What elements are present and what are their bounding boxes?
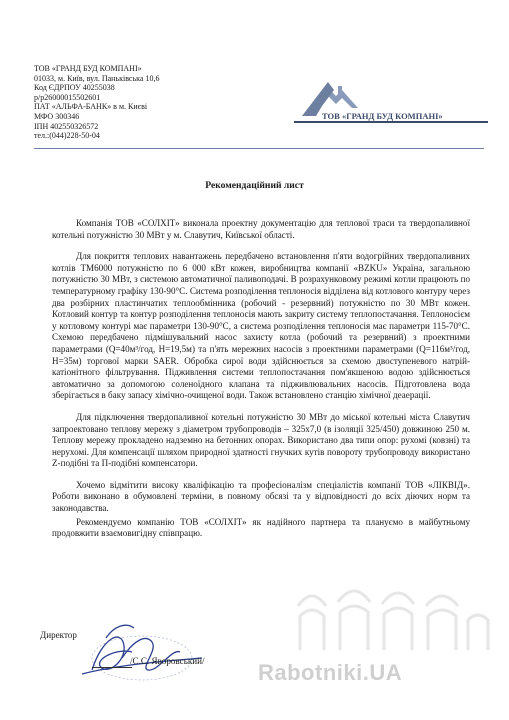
requisite-line: МФО 300346 — [34, 111, 80, 121]
signature-line — [92, 667, 132, 668]
body-paragraph: Для підключення твердопаливної котельні потужністю 30 МВт до міської котельні міста Славутич запроектовано теплову мережу з діаметром трубопроводів – 325х7,0 (в ізоляції 325/450) довжиною 250 м. Теплову мережу прокладено надземно на бетонних опорах. Використано два типи опор: рухомі (ковзні) та нерухомі. Для компенсації шляхом природної здатності гнучких кутів повороту трубопроводу використано Z-подібні та П-подібні компенсатори. — [52, 411, 470, 469]
body-paragraph: Хочемо відмітити високу кваліфікацію та професіоналізм спеціалістів компанії ТОВ «ЛІКВІД». Роботи виконано в обумовлені терміни, в повному обсязі та у відповідності до всіх діючих норм та законодавства. — [52, 479, 470, 514]
company-logo-icon — [298, 76, 484, 138]
handwritten-signature-icon — [62, 618, 222, 688]
logo-text: ТОВ «ГРАНД БУД КОМПАНІ» — [322, 111, 443, 121]
body-paragraph: Для покриття теплових навантажень передбачено встановлення п'яти водогрійних твердопаливних котлів TM6000 потужністю по 6 000 кВт кожен, виробництва компанії «BZKU» Україна, загальною потужністю 30 МВт, з системою автоматичної паливоподачі. В розрахунковому режимі котли працюють по температурному графіку 130-90°С. Система розподілення теплоносія відділена від котлового контуру через два розбірних пластинчатих теплообмінника (робочий - резервний) потужністю по 30 МВт кожен. Котловий контур та контур розподілення теплоносія мають закриту систему теплопостачання. Теплоносієм у котловому контурі має параметри 130-90°С, а система розподілення теплоносія має параметри 115-70°С. Схемою передбачено підмішувальний насос захисту котла (робочий та резервний) з проектними параметрами (Q=40м³/год, H=19,5м) та п'ять мережних насосів з проектними параметрами (Q=116м³/год, H=35м) торгової марки SAER. Обробка сирої води здійснюється за схемою двоступеневого натрій-катіонітного фільтрування. Підживлення системи теплопостачання пом'якшеною водою здійснюється автоматично за допомогою соленоїдного клапана та підживлювальних насосів. Підготовлена вода зберігається в баку запасу хімічно-очищеної води. Також встановлено станцію хімічної деаерації. — [52, 251, 470, 401]
requisite-line: р/р26000015502601 — [34, 92, 101, 102]
letter-title: Рекомендаційний лист — [205, 180, 304, 191]
requisite-line: Код ЄДРПОУ 40255038 — [34, 83, 115, 93]
signer-role: Директор — [40, 630, 77, 640]
logo-chimney-shape — [338, 86, 342, 96]
header-divider — [34, 148, 484, 149]
watermark-workers-icon — [292, 566, 492, 650]
requisite-line: ТОВ «ГРАНД БУД КОМПАНІ» — [34, 64, 142, 73]
requisite-line: ПАТ «АЛЬФА-БАНК» в м. Києві — [34, 102, 148, 112]
watermark-text: Rabotniki.UA — [258, 660, 403, 685]
body-paragraph: Рекомендуємо компанію ТОВ «СОЛХІТ» як надійного партнера та плануємо в майбутньому продовжити взаємовигідну співпрацю. — [52, 516, 470, 539]
logo-underline — [294, 121, 488, 123]
letter-body — [52, 218, 470, 550]
requisite-line: 01033, м. Київ, вул. Паньківська 10,6 — [34, 73, 160, 83]
body-paragraph: Компанія ТОВ «СОЛХІТ» виконала проектну документацію для теплової траси та твердопаливної котельні потужністю 30 МВт у м. Славутич, Київської області. — [52, 218, 470, 240]
company-requisites — [34, 64, 264, 141]
requisite-line: тел.:(044)228-50-04 — [34, 131, 100, 141]
signer-name: /С.С. Яворовський/ — [130, 656, 205, 666]
requisite-line: ІПН 402550326572 — [34, 121, 99, 131]
